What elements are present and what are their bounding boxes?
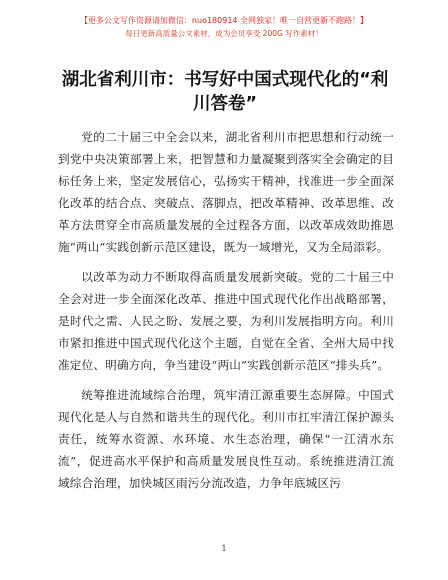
document-body (58, 126, 394, 502)
paragraph: 党的二十届三中全会以来，湖北省利川市把思想和行动统一到党中央决策部署上来，把智慧和力量凝聚到落实全会确定的目标任务上来，坚定发展信心，弘扬实干精神，找准进一步全面深化改革的结合点、突破点、落脚点，把改革精神、改革思维、改革方法贯穿全市高质量发展的全过程各方面，以改革成效助推恩施“两山”实践创新示范区建设，既为一域增光，又为全局添彩。 (58, 130, 394, 254)
paragraph: 以改革为动力不断取得高质量发展新突破。党的二十届三中全会对进一步全面深化改革、推进中国式现代化作出战略部署，是时代之需、人民之盼、发展之要，为利川发展指明方向。利川市紧扣推进中国式现代化这个主题，自觉在全省、全州大局中找准定位、明确方向，争当建设“两山”实践创新示范区“排头兵”。 (58, 270, 394, 372)
promo-line-1: 【更多公文写作资源请加微信：nuo180914 全网独家！唯一自营更新不跑路！】 (79, 16, 369, 25)
promo-line-2: 每日更新高质量公文素材，成为会员享受 200G 写作素材！ (125, 29, 323, 38)
promo-banner (0, 14, 448, 40)
document-title: 湖北省利川市：书写好中国式现代化的“利川答卷” (61, 70, 389, 114)
page-number: 1 (221, 544, 227, 553)
paragraph: 统筹推进流域综合治理，筑牢清江源重要生态屏障。中国式现代化是人与自然和谐共生的现代化。利川市扛牢清江保护源头责任，统筹水资源、水环境、水生态治理，确保“一江清水东流”，促进高水平保护和高质量发展良性互动。系统推进清江流域综合治理，加快城区雨污分流改造，力争年底城区污 (58, 388, 394, 490)
